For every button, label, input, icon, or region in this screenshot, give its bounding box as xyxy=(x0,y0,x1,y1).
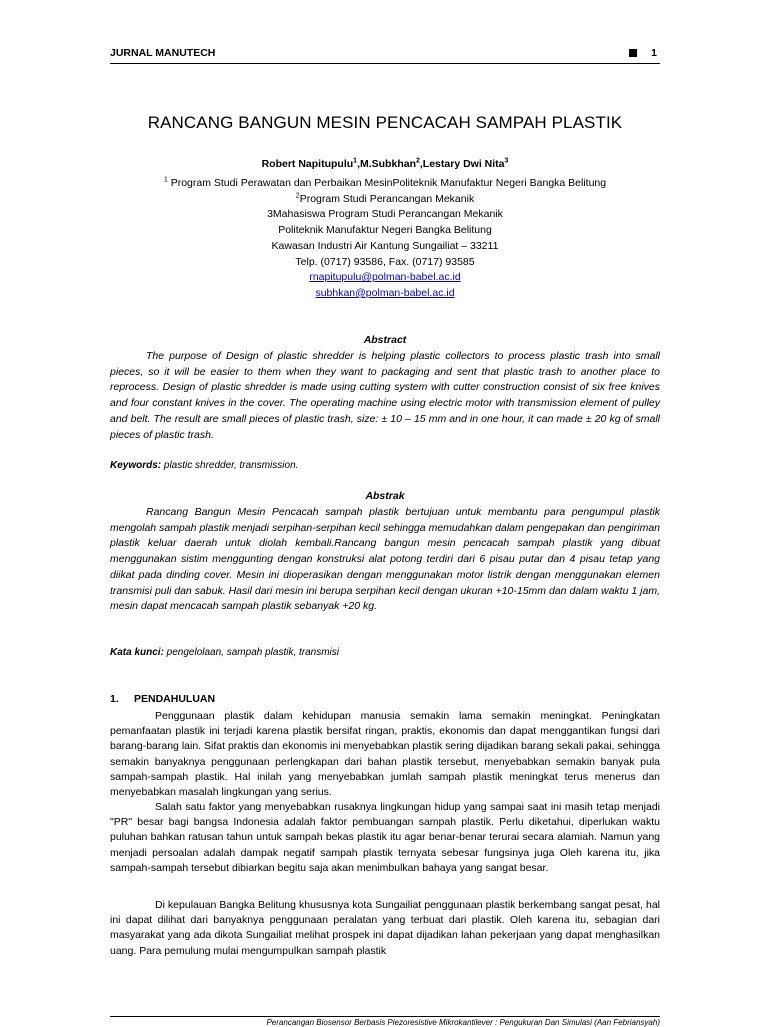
running-header xyxy=(110,45,660,61)
section-heading xyxy=(110,693,215,705)
author-name: ,M.Subkhan xyxy=(357,158,416,170)
header-rule xyxy=(110,63,660,64)
abstract-body: The purpose of Design of plastic shredder is helping plastic collectors to process plastic trash into small pieces, so it will be easier to them when they want to packaging and sent that plastic trash to another place to reprocess. Design of plastic shredder is made using cutting system with cutter construction consist of six free knives and four constant knives in the cover. The operating machine using electric motor with transmission element of pulley and belt. The result are small pieces of plastic trash, size: ± 10 – 15 mm and in one hour, it can made ± 20 kg of small pieces of plastic trash. xyxy=(110,350,660,441)
paper-page xyxy=(110,0,660,1027)
contact-line: Telp. (0717) 93586, Fax. (0717) 93585 xyxy=(295,255,475,268)
affiliation-line xyxy=(110,176,660,192)
paper-title: RANCANG BANGUN MESIN PENCACAH SAMPAH PLASTIK xyxy=(147,113,623,132)
page-number: 1 xyxy=(651,47,657,59)
affiliation-line: 3Mahasiswa Program Studi Perancangan Mekanik xyxy=(267,208,503,221)
author-line xyxy=(110,158,660,170)
author-superscript: 3 xyxy=(504,157,509,165)
affiliation-text: Program Studi Perancangan Mekanik xyxy=(299,192,475,205)
square-bullet-icon xyxy=(629,49,637,57)
author-name: Robert Napitupulu xyxy=(261,158,354,170)
author-superscript: 1 xyxy=(353,157,358,165)
body-paragraph: Di kepulauan Bangka Belitung khususnya kota Sungailiat penggunaan plastik berkembang sangat pesat, hal ini dapat dilihat dari banyaknya penggunaan peralatan yang terbuat dari plastik. Oleh karena itu, sebagian dari masyarakat yang ada dikota Sungailiat melihat prospek ini dapat dijadikan lahan pekerjaan yang dapat menghasilkan uang. Para pemulung mulai mengumpulkan sampah plastik xyxy=(110,899,660,957)
affiliation-line: Politeknik Manufaktur Negeri Bangka Belitung xyxy=(278,224,492,237)
affiliation-line: Kawasan Industri Air Kantung Sungailiat – 33211 xyxy=(271,239,499,252)
affiliation-line xyxy=(110,192,660,208)
body-paragraph: Salah satu faktor yang menyebabkan rusaknya lingkungan hidup yang sampai saat ini masih tetap menjadi "PR" besar bagi bangsa Indonesia adalah faktor pembuangan sampah plastik. Perlu diketahui, diperlukan waktu puluhan bahkan ratusan tahun untuk sampah bekas plastik itu agar benar-benar terurai secara alamiah. Namun yang menjadi persoalan adalah dampak negatif sampah plastik ternyata sebesar fungsinya juga Oleh karena itu, jika sampah-sampah tersebut dibiarkan begitu saja akan menimbulkan bahaya yang sangat besar. xyxy=(110,801,660,874)
journal-name: JURNAL MANUTECH xyxy=(110,47,216,59)
kata-kunci-line xyxy=(110,647,660,658)
keywords-line xyxy=(110,460,660,471)
abstrak-body: Rancang Bangun Mesin Pencacah sampah plastik bertujuan untuk membantu para pengumpul plastik mengolah sampah plastik menjadi serpihan-serpihan kecil sehingga memudahkan dalam pengepakan dan pengiriman plastik keluar daerah untuk diolah kembali.Rancang bangun mesin pencacah sampah plastik yang dibuat menggunakan sistim menggunting dengan konstruksi alat potong terdiri dari 6 pisau putar dan 4 pisau tetap yang diikat pada dinding cover. Mesin ini dioperasikan dengan menggunakan motor listrik dengan menggunakan elemen transmisi puli dan sabuk. Hasil dari mesin ini berupa serpihan kecil dengan ukuran +10-15mm dan dalam waktu 1 jam, mesin dapat mencacah sampah plastik sebanyak +20 kg. xyxy=(110,506,660,613)
keywords-text: plastic shredder, transmission. xyxy=(161,460,299,471)
author-name: ,Lestary Dwi Nita xyxy=(419,158,505,170)
affiliation-superscript: 2 xyxy=(295,192,300,200)
section-number: 1. xyxy=(110,693,119,705)
abstrak-heading: Abstrak xyxy=(365,490,405,502)
body-paragraph: Penggunaan plastik dalam kehidupan manusia semakin lama semakin meningkat. Peningkatan pemanfaatan plastik ini terjadi karena plastik bersifat ringan, praktis, ekonomis dan dapat menggantikan fungsi dari barang-barang lain. Sifat praktis dan ekonomis ini menyebabkan plastik sering dijadikan barang sekali pakai, sehingga semakin banyaknya penggunaan perlengkapan dari bahan plastik tersebut, menyebabkan semakin banyak pula sampah-sampah plastik. Hal inilah yang menyebabkan jumlah sampah plastik meningkat terus menerus dan menyebabkan masalah lingkungan yang serius. xyxy=(110,710,660,799)
footer-rule xyxy=(110,1016,660,1017)
affiliation-superscript: 1 xyxy=(163,176,168,184)
abstract-heading: Abstract xyxy=(363,334,407,346)
keywords-label: Keywords: xyxy=(110,460,162,471)
kata-kunci-text: pengelolaan, sampah plastik, transmisi xyxy=(163,647,339,658)
email-link[interactable]: subhkan@polman-babel.ac.id xyxy=(315,286,455,299)
email-link[interactable]: rnapitupulu@polman-babel.ac.id xyxy=(309,271,461,284)
author-superscript: 2 xyxy=(415,157,420,165)
kata-kunci-label: Kata kunci: xyxy=(110,647,164,658)
affiliation-text: Program Studi Perawatan dan Perbaikan MesinPoliteknik Manufaktur Negeri Bangka Belitung xyxy=(167,177,607,189)
running-footer: Perancangan Biosensor Berbasis Piezoresistive Mikrokantilever : Pengukuran Dan Simulasi (Aan Febriansyah) xyxy=(266,1018,660,1027)
section-title: PENDAHULUAN xyxy=(134,693,216,705)
affiliation-block xyxy=(110,176,660,302)
